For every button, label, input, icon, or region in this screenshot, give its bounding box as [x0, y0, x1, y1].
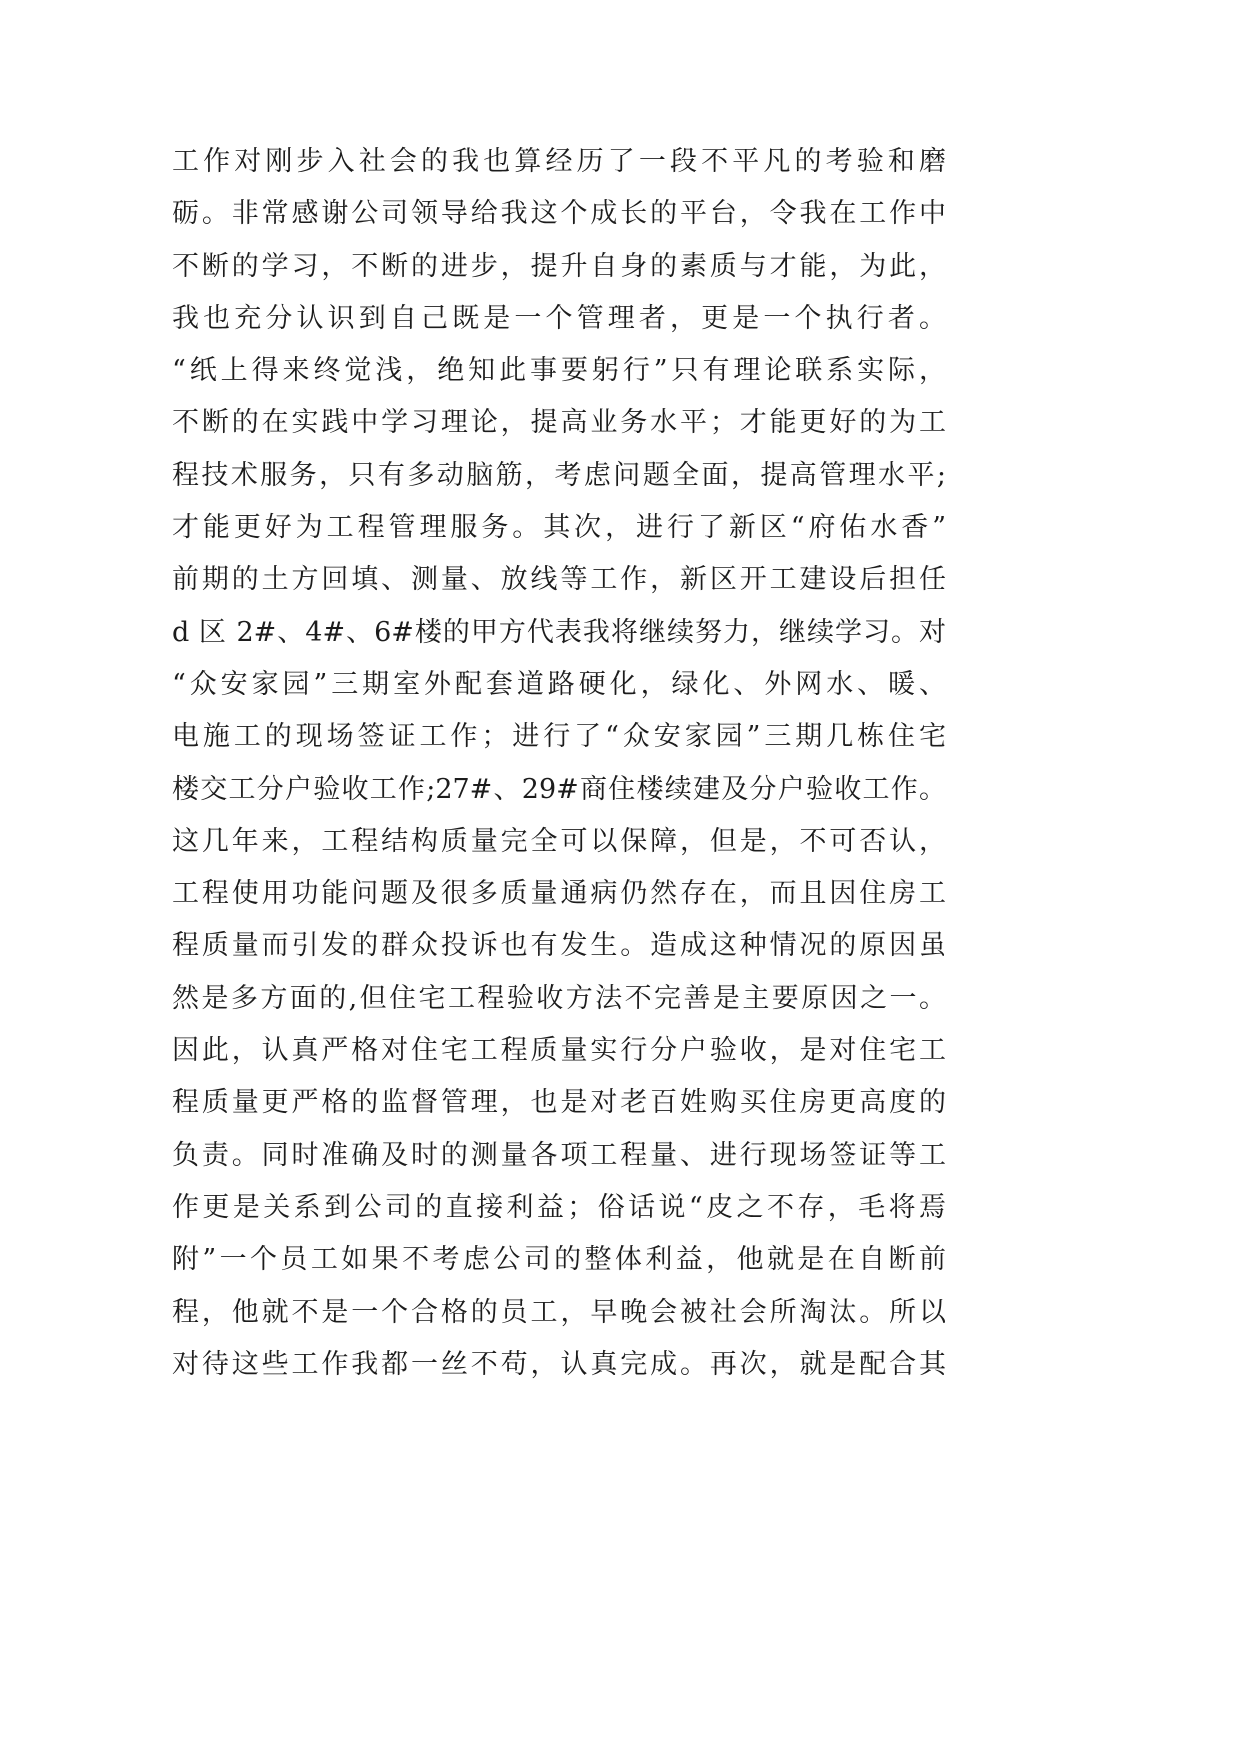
text-line: 电施工的现场签证工作；进行了“众安家园”三期几栋住宅 — [172, 721, 946, 753]
text-line: 对待这些工作我都一丝不苟，认真完成。再次，就是配合其 — [172, 1348, 946, 1380]
text-line: 程技术服务，只有多动脑筋，考虑问题全面，提高管理水平; — [172, 459, 946, 491]
text-line: 程质量更严格的监督管理，也是对老百姓购买住房更高度的 — [172, 1087, 946, 1119]
text-line: 这几年来，工程结构质量完全可以保障，但是，不可否认， — [172, 825, 946, 857]
text-line: 附”一个员工如果不考虑公司的整体利益，他就是在自断前 — [172, 1244, 946, 1276]
text-line: 然是多方面的,但住宅工程验收方法不完善是主要原因之一。 — [172, 982, 946, 1014]
body-text — [172, 136, 946, 1391]
text-line: 工作对刚步入社会的我也算经历了一段不平凡的考验和磨 — [172, 146, 946, 177]
text-line: 我也充分认识到自己既是一个管理者，更是一个执行者。 — [172, 302, 946, 334]
text-line: 楼交工分户验收工作;27#、29#商住楼续建及分户验收工作。 — [172, 773, 946, 805]
text-line: 因此，认真严格对住宅工程质量实行分户验收，是对住宅工 — [172, 1035, 946, 1067]
text-line: 程，他就不是一个合格的员工，早晚会被社会所淘汰。所以 — [172, 1296, 946, 1328]
text-line: 作更是关系到公司的直接利益；俗话说“皮之不存，毛将焉 — [172, 1191, 946, 1223]
text-line: “纸上得来终觉浅，绝知此事要躬行”只有理论联系实际， — [172, 355, 946, 387]
text-line: 工程使用功能问题及很多质量通病仍然存在，而且因住房工 — [172, 878, 946, 910]
text-line: 砺。非常感谢公司领导给我这个成长的平台，令我在工作中 — [172, 198, 946, 230]
text-line: 前期的土方回填、测量、放线等工作，新区开工建设后担任 — [172, 564, 946, 596]
text-line: d 区 2#、4#、6#楼的甲方代表我将继续努力，继续学习。对 — [172, 616, 946, 648]
text-line: 不断的学习，不断的进步，提升自身的素质与才能，为此， — [172, 250, 946, 282]
text-line: 不断的在实践中学习理论，提高业务水平；才能更好的为工 — [172, 407, 946, 439]
text-line: 负责。同时准确及时的测量各项工程量、进行现场签证等工 — [172, 1139, 946, 1171]
text-line: 程质量而引发的群众投诉也有发生。造成这种情况的原因虽 — [172, 930, 946, 962]
text-line: 才能更好为工程管理服务。其次，进行了新区“府佑水香” — [172, 512, 946, 544]
text-line: “众安家园”三期室外配套道路硬化，绿化、外网水、暖、 — [172, 668, 946, 700]
